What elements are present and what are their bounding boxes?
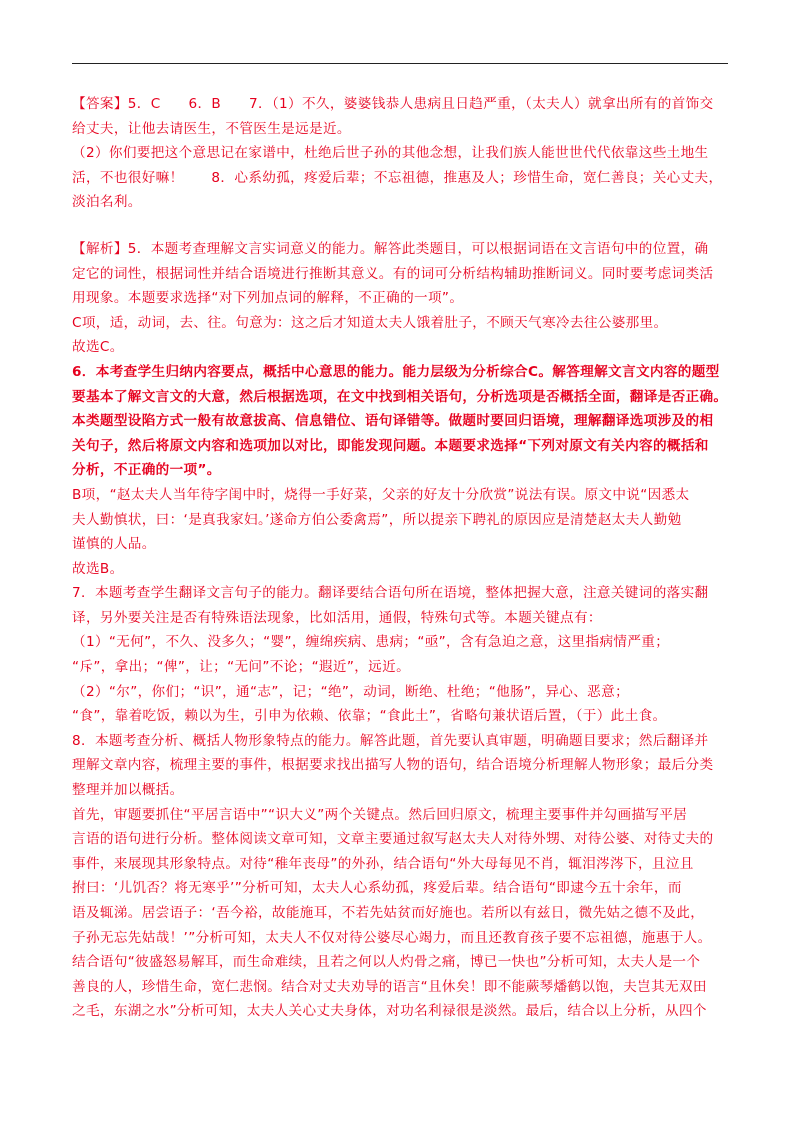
analysis-line: 故选C。 [72,339,124,356]
analysis-line: 要基本了解文言文的大意，然后根据选项，在文中找到相关语句，分析选项是否概括全面，翻译是否正确。 [72,388,728,405]
analysis-line: 理解文章内容，梳理主要的事件，根据要求找出描写人物的语句，结合语境分析理解人物形象；最后分类 [72,757,714,774]
analysis-section [72,237,732,1024]
analysis-line: 言语的语句进行分析。整体阅读文章可知，文章主要通过叙写赵太夫人对待外甥、对待公婆、对待丈夫的 [72,831,714,848]
analysis-line: 语及辄涕。居尝语子：‘吾今裕，故能施耳，不若先姑贫而好施也。若所以有兹日，微先姑之德不及此， [72,905,705,921]
analysis-line: 结合语句“彼盛怒易解耳，而生命难续，且若之何以人灼骨之痛，博已一快也”分析可知，太夫人是一个 [72,954,701,971]
analysis-line: 本类题型设陷方式一般有故意拔高、信息错位、语句译错等。做题时要回归语境，理解翻译选项涉及的相 [72,413,714,430]
answer-line: （2）你们要把这个意思记在家谱中，杜绝后世子孙的其他念想，让我们族人能世世代代依靠这些土地生 [72,145,709,162]
analysis-line: 译，另外要关注是否有特殊语法现象，比如活用，通假，特殊句式等。本题关键点有： [72,609,602,626]
analysis-line: 6．本考查学生归纳内容要点，概括中心意思的能力。能力层级为分析综合C。解答理解文言文内容的题型 [72,363,720,380]
section-spacer [72,215,732,237]
analysis-line: 故选B。 [72,560,124,577]
analysis-line: 用现象。本题要求选择“对下列加点词的解释，不正确的一项”。 [72,290,464,307]
answer-line: 活，不也很好嘛！ 8．心系幼孤，疼爱后辈；不忘祖德，推惠及人；珍惜生命，宽仁善良；关心丈夫， [72,169,723,186]
analysis-line: （2）“尔”，你们；“识”，通“志”，记；“绝”，动词，断绝、杜绝；“他肠”，异心、恶意； [72,683,630,700]
header-rule [72,63,728,64]
analysis-line: C项，适，动词，去、往。句意为：这之后才知道太夫人饿着肚子，不顾天气寒冷去往公婆那里。 [72,314,668,331]
analysis-line: 关句子，然后将原文内容和选项加以对比，即能发现问题。本题要求选择“下列对原文有关内容的概括和 [72,437,709,454]
answer-line: 给丈夫，让他去请医生，不管医生是远是近。 [72,120,351,137]
analysis-line: 8．本题考查分析、概括人物形象特点的能力。解答此题，首先要认真审题，明确题目要求；然后翻译并 [72,732,709,749]
analysis-line: 子孙无忘先姑哉！’”分析可知，太夫人不仅对待公婆尽心竭力，而且还教育孩子要不忘祖德，施惠于人。 [72,929,712,946]
analysis-line: 夫人勤慎状，曰：‘是真我家妇。’遂命方伯公委禽焉”，所以提亲下聘礼的原因应是清楚赵太夫人勤勉 [72,511,682,528]
analysis-line: 首先，审题要抓住“平居言语中”“识大义”两个关键点。然后回归原文，梳理主要事件并勾画描写平居 [72,806,688,823]
answer-section [72,92,732,215]
analysis-line: “食”，靠着吃饭，赖以为生，引申为依赖、依靠；“食此土”，省略句兼状语后置，（于）此土食。 [72,708,667,725]
answer-line: 【答案】5．C 6．B 7．（1）不久，婆婆钱恭人患病且日趋严重，（太夫人）就拿出所有的首饰交 [72,96,714,112]
analysis-line: 善良的人，珍惜生命，宽仁悲悯。结合对丈夫劝导的语言“且休矣！即不能蕨琴燔鹤以饱，夫岂其无双田 [72,978,707,995]
analysis-line: 7．本题考查学生翻译文言句子的能力。翻译要结合语句所在语境，整体把握大意，注意关键词的落实翻 [72,585,709,602]
analysis-line: 分析，不正确的一项”。 [72,462,221,479]
analysis-line: 定它的词性，根据词性并结合语境进行推断其意义。有的词可分析结构辅助推断词义。同时要考虑词类活 [72,265,714,282]
analysis-line: B项，“赵太夫人当年待字闺中时，烧得一手好菜，父亲的好友十分欣赏”说法有误。原文中说“因悉太 [72,486,690,503]
analysis-line: 谨慎的人品。 [72,536,156,553]
analysis-line: “斥”，拿出；“俾”，让；“无问”不论；“遐近”，远近。 [72,659,411,676]
answer-line: 淡泊名利。 [72,194,142,211]
analysis-line: 整理并加以概括。 [72,782,184,799]
analysis-line: （1）“无何”，不久、没多久；“婴”，缠绵疾病、患病；“亟”，含有急迫之意，这里指病情严重； [72,634,670,651]
analysis-line: 之毛，东湖之水”分析可知，太夫人关心丈夫身体，对功名利禄很是淡然。最后，结合以上分析，从四个 [72,1003,707,1020]
document-body [72,92,732,1024]
analysis-line: 拊曰：‘儿饥否？将无寒乎’”分析可知，太夫人心系幼孤，疼爱后辈。结合语句“即逮今五十余年，而 [72,880,682,897]
analysis-line: 事件，来展现其形象特点。对待“稚年丧母”的外孙，结合语句“外大母每见不肖，辄泪涔涔下，且泣且 [72,855,694,872]
analysis-line: 【解析】5．本题考查理解文言实词意义的能力。解答此类题目，可以根据词语在文言语句中的位置，确 [72,240,709,257]
